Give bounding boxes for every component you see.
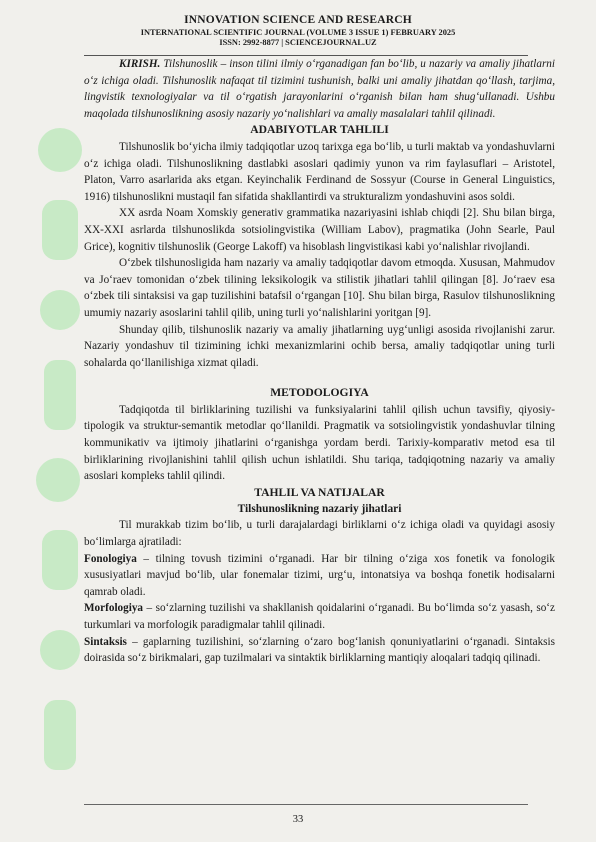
- footer-divider: [84, 804, 528, 805]
- paragraph: O‘zbek tilshunosligida ham nazariy va amaliy tadqiqotlar davom etmoqda. Xususan, Mahmudov va Jo‘raev tomonidan o‘zbek tilining leksikologik va stilistik jihatlari tahlil qilingan [8]. Jo‘raev esa o‘zbek tili sintaksisi va gap tuzilishini batafsil o‘rgangan [10]. Shu bilan birga, Rasulov tilshunoslikning umumiy nazariy asoslarini tahlil qilib, uning turli yo‘nalishlarini yoritgan [9].: [84, 257, 555, 319]
- abstract-label: KIRISH.: [119, 58, 161, 70]
- abstract-paragraph: [84, 56, 555, 122]
- term-definition: – gaplarning tuzilishini, so‘zlarning o‘zaro bog‘lanish qonuniyatlarini o‘rganadi. Sintaksis doirasida so‘z birikmalari, gap tuzilmalari va sintaktik birliklarning mantiqiy aloqalari tadqiq qilinadi.: [84, 635, 555, 665]
- subsection-heading: Tilshunoslikning nazariy jihatlari: [237, 503, 402, 516]
- section-heading-literature: ADABIYOTLAR TAHLILI: [250, 123, 389, 137]
- journal-title: INNOVATION SCIENCE AND RESEARCH: [184, 14, 412, 26]
- section-heading-results: TAHLIL VA NATIJALAR: [254, 485, 385, 499]
- journal-watermark-logo: [30, 110, 90, 790]
- term-label: Morfologiya: [84, 602, 144, 615]
- abstract-text: Tilshunoslik – inson tilini ilmiy o‘rganadigan fan bo‘lib, u nazariy va amaliy jihatlarni o‘z ichiga oladi. Tilshunoslik nafaqat til tizimini tushunish, balki uni amaliy jihatdan qo‘llash, tarjima, lingvistik texnologiyalar va til o‘rgatish jarayonlarini o‘rganish bilan ham shug‘ullanadi. Ushbu maqolada tilshunoslikning asosiy nazariy yo‘nalishlari va amaliy masalalari tahlil qilinadi.: [84, 58, 555, 120]
- term-label: Fonologiya: [84, 552, 137, 565]
- definition-item: [84, 551, 555, 601]
- definition-item: [84, 600, 555, 633]
- term-definition: – so‘zlarning tuzilishi va shakllanish qoidalarini o‘rganadi. Bu bo‘limda so‘z yasash, so‘z turkumlari va morfologik paradigmalar tahlil qilinadi.: [84, 602, 555, 631]
- section-heading-methodology: METODOLOGIYA: [270, 386, 369, 400]
- definition-item: [84, 634, 555, 667]
- journal-subtitle: INTERNATIONAL SCIENTIFIC JOURNAL (VOLUME 3 ISSUE 1) FEBRUARY 2025: [140, 28, 456, 37]
- journal-header: [0, 14, 596, 48]
- paragraph: Til murakkab tizim bo‘lib, u turli darajalardagi birliklarni o‘z ichiga oladi va quyidagi asosiy bo‘limlarga ajratiladi:: [84, 519, 555, 549]
- term-label: Sintaksis: [84, 635, 127, 648]
- article-body: [84, 56, 555, 667]
- paragraph: Shunday qilib, tilshunoslik nazariy va amaliy jihatlarning uyg‘unligi asosida rivojlanishi zarur. Nazariy yondashuv til tizimining ichki mexanizmlarini ochib bersa, amaliy tadqiqotlar uning turli sohalarda qo‘llanilishiga xizmat qiladi.: [84, 323, 555, 369]
- issn-line: ISSN: 2992-8877 | SCIENCEJOURNAL.UZ: [219, 38, 377, 47]
- paragraph: XX asrda Noam Xomskiy generativ grammatika nazariyasini ishlab chiqdi [2]. Shu bilan birga, XX-XXI asrlarda tilshunoslikda sotsiolingvistika (William Labov), pragmatika (John Searle, Paul Grice), kognitiv tilshunoslik (George Lakoff) va hisoblash lingvistikasi kabi yo‘nalishlar rivojlandi.: [84, 207, 555, 253]
- term-definition: – tilning tovush tizimini o‘rganadi. Har bir tilning o‘ziga xos fonetik va fonologik xususiyatlari mavjud bo‘lib, ular fonemalar tizimi, urg‘u, intonatsiya va boshqa fonetik hodisalarni qamrab oladi.: [84, 552, 555, 598]
- page-number: 33: [292, 814, 304, 825]
- paragraph: Tilshunoslik bo‘yicha ilmiy tadqiqotlar uzoq tarixga ega bo‘lib, u turli maktab va yondashuvlarni o‘z ichiga oladi. Tilshunoslikning dastlabki asoslari qadimiy yunon va rim faylasuflari – Aristotel, Platon, Varro asarlarida aks etgan. Keyinchalik Ferdinand de Sossyur (Course in General Linguistics, 1916) tilshunoslikni mustaqil fan sifatida shakllantirdi va strukturalizm yondashuvini asos soldi.: [84, 140, 555, 203]
- paragraph: Tadqiqotda til birliklarining tuzilishi va funksiyalarini tahlil qilish uchun tavsifiy, qiyosiy-tipologik va struktur-semantik metodlar qo‘llanildi. Pragmatik va sotsiolingvistik yondashuvlar tilning kommunikativ va ijtimoiy jihatlarini o‘rganishga yordam berdi. Tarixiy-komparativ metod esa til birliklarining rivojlanishini tahlil qilish uchun ishlatildi. Shu tariqa, tadqiqotning nazariy va amaliy asoslari kompleks tahlil qilindi.: [84, 403, 555, 483]
